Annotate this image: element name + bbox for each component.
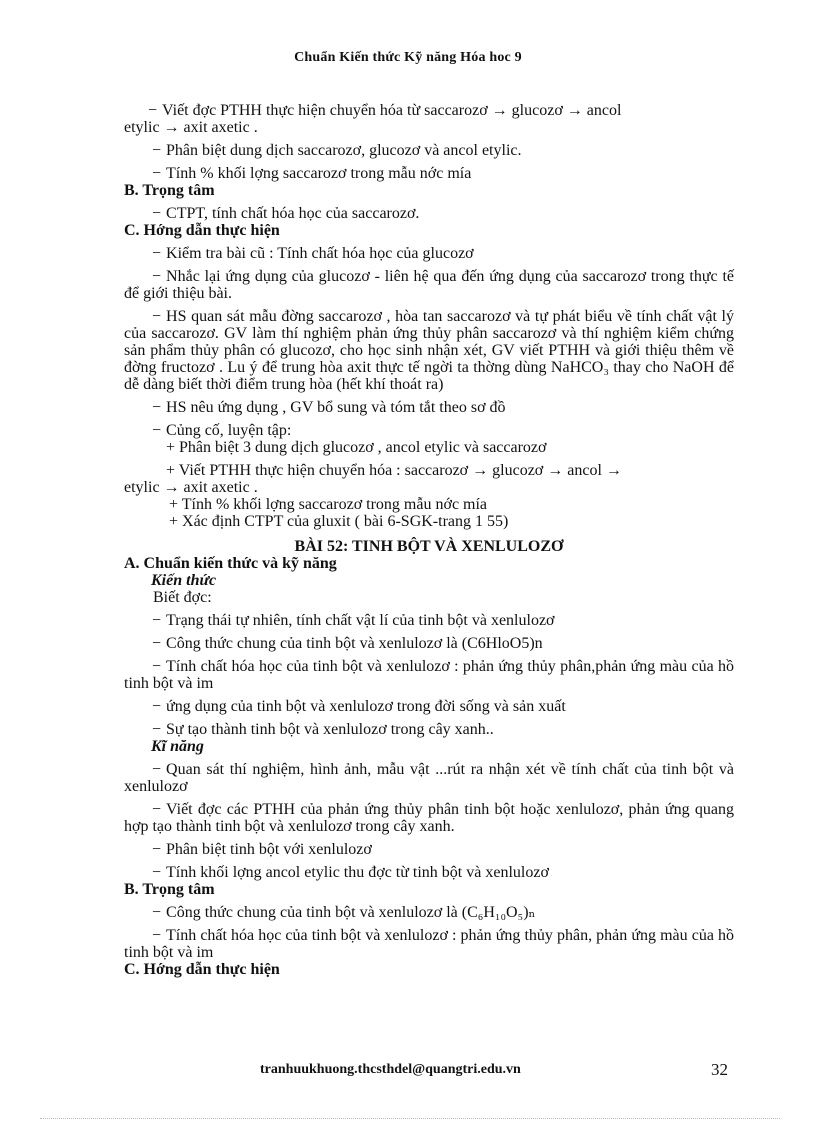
list-item: + Viết PTHH thực hiện chuyển hóa : saccarozơ → glucozơ → ancol → xyxy=(166,462,622,479)
paragraph: − Tính chất hóa học của tinh bột và xenlulozơ : phản ứng thủy phân,phản ứng màu của hồ tinh bột và im xyxy=(124,658,734,692)
footer-email: tranhuukhuong.thcsthdel@quangtri.edu.vn xyxy=(260,1062,521,1077)
section-heading: B. Trọng tâm xyxy=(124,182,215,199)
page-header: Chuẩn Kiến thức Kỹ năng Hóa hoc 9 xyxy=(294,50,522,65)
section-heading: C. Hớng dẫn thực hiện xyxy=(124,222,280,239)
list-item: − Tính % khối lợng saccarozơ trong mẫu nớc mía xyxy=(152,165,472,182)
page-content xyxy=(124,102,734,978)
lesson-title: BÀI 52: TINH BỘT VÀ XENLULOZƠ xyxy=(294,538,564,555)
section-heading: A. Chuẩn kiến thức và kỹ năng xyxy=(124,555,337,572)
list-item: − Củng cố, luyện tập: xyxy=(152,422,292,439)
page-number: 32 xyxy=(711,1060,728,1079)
paragraph: − Quan sát thí nghiệm, hình ảnh, mẫu vật ...rút ra nhận xét về tính chất của tinh bột và xenlulozơ xyxy=(124,761,734,795)
list-item: − ứng dụng của tinh bột và xenlulozơ trong đời sống và sản xuất xyxy=(152,698,566,715)
list-item: − Công thức chung của tinh bột và xenlulozơ là (C₆H₁₀O₅)ₙ xyxy=(152,904,536,921)
list-item: − Phân biệt dung dịch saccarozơ, glucozơ và ancol etylic. xyxy=(152,142,522,159)
list-item: − Kiểm tra bài cũ : Tính chất hóa học của glucozơ xyxy=(152,245,474,262)
list-item: − Viết đợc PTHH thực hiện chuyển hóa từ saccarozơ → glucozơ → ancol xyxy=(148,102,622,119)
list-item: + Tính % khối lợng saccarozơ trong mẫu nớc mía xyxy=(169,496,488,513)
list-item: − Sự tạo thành tinh bột và xenlulozơ trong cây xanh.. xyxy=(152,721,494,738)
list-item: − Tính khối lợng ancol etylic thu đợc từ tinh bột và xenlulozơ xyxy=(152,864,549,881)
list-item: − HS nêu ứng dụng , GV bổ sung và tóm tắt theo sơ đồ xyxy=(152,399,506,416)
list-item: − Công thức chung của tinh bột và xenlulozơ là (C6HloO5)n xyxy=(152,635,543,652)
bottom-divider xyxy=(40,1118,780,1119)
list-item: − Phân biệt tinh bột với xenlulozơ xyxy=(152,841,372,858)
list-item: − Trạng thái tự nhiên, tính chất vật lí của tinh bột và xenlulozơ xyxy=(152,612,555,629)
section-heading: C. Hớng dẫn thực hiện xyxy=(124,961,280,978)
list-item: + Phân biệt 3 dung dịch glucozơ , ancol etylic và saccarozơ xyxy=(166,439,547,456)
paragraph: − HS quan sát mẫu đờng saccarozơ , hòa tan saccarozơ và tự phát biểu về tính chất vật lý của saccarozơ. GV làm thí nghiệm phản ứng thủy phân saccarozơ và thí nghiệm kiểm chứng sản phẩm thủy phân có glucozơ, cho học sinh nhận xét, GV viết PTHH và giới thiệu thêm về đờng fructozơ . Lu ý để trung hòa axit thực tế ngời ta thờng dùng NaHCO₃ thay cho NaOH để dễ dàng biết thời điểm trung hòa (hết khí thoát ra) xyxy=(124,308,734,393)
paragraph: − Nhắc lại ứng dụng của glucozơ - liên hệ qua đến ứng dụng của saccarozơ trong thực tế để giới thiệu bài. xyxy=(124,268,734,302)
list-item: − CTPT, tính chất hóa học của saccarozơ. xyxy=(152,205,420,222)
list-item-continuation: etylic → axit axetic . xyxy=(124,479,258,496)
section-heading: B. Trọng tâm xyxy=(124,881,215,898)
paragraph: − Tính chất hóa học của tinh bột và xenlulozơ : phản ứng thủy phân, phản ứng màu của hồ tinh bột và im xyxy=(124,927,734,961)
paragraph: − Viết đợc các PTHH của phản ứng thủy phân tinh bột hoặc xenlulozơ, phản ứng quang hợp tạo thành tinh bột và xenlulozơ trong cây xanh. xyxy=(124,801,734,835)
intro-text: Biết đợc: xyxy=(153,589,212,606)
subsection-heading: Kĩ năng xyxy=(151,738,204,755)
subsection-heading: Kiến thức xyxy=(151,572,217,589)
list-item-continuation: etylic → axit axetic . xyxy=(124,119,258,136)
list-item: + Xác định CTPT của gluxit ( bài 6-SGK-trang 1 55) xyxy=(169,513,509,530)
